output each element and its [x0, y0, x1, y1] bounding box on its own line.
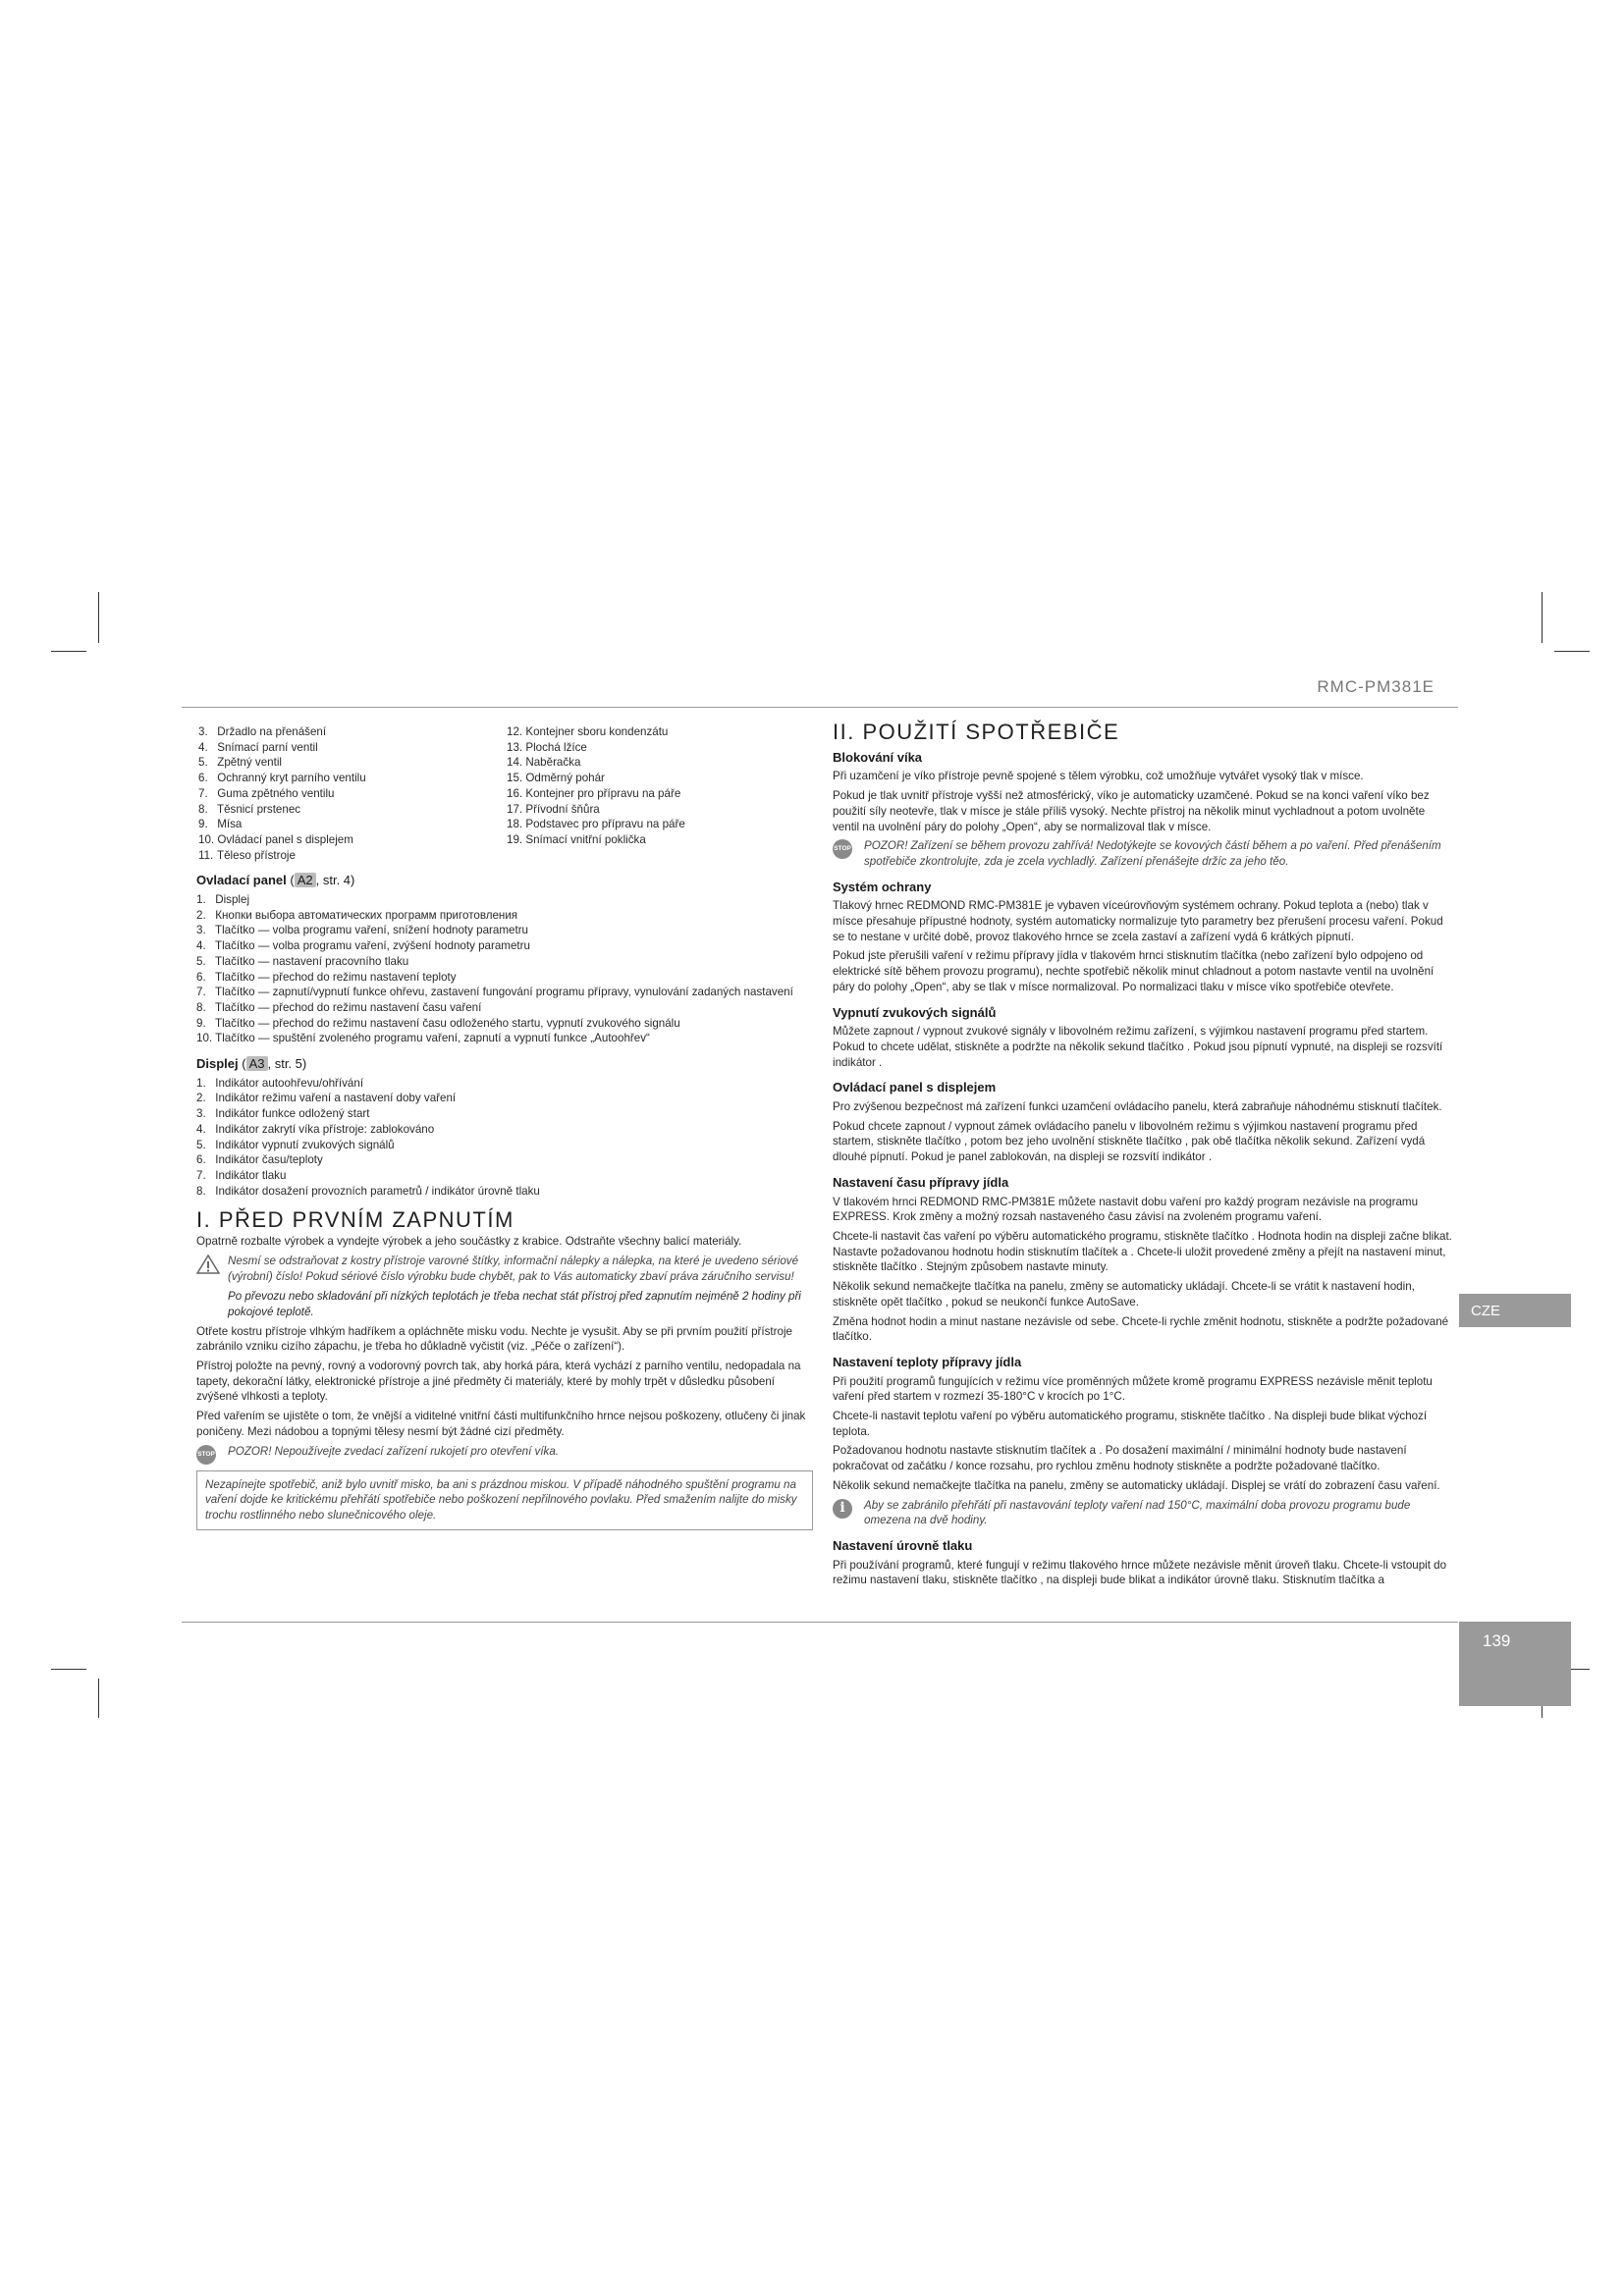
- left-column: [196, 724, 813, 1530]
- list-item: [196, 1152, 813, 1168]
- stop-text: POZOR! Nepoužívejte zvedací zařízení rukojetí pro otevření víka.: [228, 1444, 560, 1458]
- item-number: 4.: [196, 939, 206, 953]
- paragraph: Přístroj položte na pevný, rovný a vodorovný povrch tak, aby horká pára, která vychází z parního ventilu, nedopadala na tapety, dekorační látky, elektronické přístroje a jiné předměty či materiály, které by mohly trpět v důsledku působení zvýšené vlhkosti a teploty.: [196, 1360, 801, 1404]
- info-note: [833, 1498, 1453, 1528]
- item-number: 3.: [196, 924, 206, 937]
- list-item: [196, 1076, 813, 1092]
- list-item: [196, 1138, 813, 1153]
- item-text: Tlačítko — volba programu vaření, snížení hodnoty parametru: [215, 924, 529, 937]
- list-item: [196, 848, 505, 864]
- item-text: Tlačítko — volba programu vaření, zvýšení hodnoty parametru: [215, 939, 530, 953]
- paragraph: Můžete zapnout / vypnout zvukové signály v libovolném režimu zařízení, s výjimkou nastavení programu před startem. Pokud to chcete udělat, stiskněte a podržte na několik sekund tlačítko . Pokud jsou pípnutí vypnuté, na displeji se rozsvítí indikátor .: [833, 1025, 1443, 1069]
- list-item: [505, 802, 813, 818]
- subheading: Vypnutí zvukových signálů: [833, 1004, 997, 1020]
- item-text: Guma zpětného ventilu: [217, 786, 335, 800]
- paragraph: Několik sekund nemačkejte tlačítka na panelu, změny se automaticky ukládají. Chcete-li se vrátit k nastavení hodin, stiskněte opět tlačítko , pokud se neukončí funkce AutoSave.: [833, 1280, 1415, 1308]
- stop-icon-wrap: [196, 1445, 222, 1465]
- stop-note: [196, 1444, 813, 1465]
- item-text: Těleso přístroje: [217, 848, 296, 862]
- footer-rule: [182, 1622, 1458, 1623]
- stop-icon-wrap: [833, 839, 858, 859]
- info-text: Aby se zabránilo přehřátí při nastavování teploty vaření nad 150°C, maximální doba provozu programu bude omezena na dvě hodiny.: [864, 1498, 1411, 1527]
- ref-text: , str. 4): [315, 873, 355, 888]
- item-number: 7.: [198, 786, 208, 800]
- item-text: Držadlo na přenášení: [217, 725, 327, 738]
- list-item: [505, 786, 813, 802]
- item-number: 7.: [196, 986, 206, 999]
- item-text: Indikátor autoohřevu/ohřívání: [215, 1076, 364, 1090]
- right-column: [833, 720, 1453, 1592]
- item-text: Tlačítko — přechod do režimu nastavení teploty: [215, 970, 457, 984]
- crop-mark: [51, 1669, 86, 1670]
- item-number: 5.: [196, 954, 206, 968]
- list-item: [196, 938, 813, 954]
- item-text: Naběračka: [525, 756, 581, 770]
- paragraph: Při uzamčení je víko přístroje pevně spojené s tělem výrobku, což umožňuje vytvářet vysoký tlak v mísce.: [833, 770, 1364, 783]
- item-text: Indikátor dosažení provozních parametrů / indikátor úrovně tlaku: [215, 1184, 540, 1198]
- crop-mark: [98, 592, 99, 643]
- list-item: [196, 724, 505, 740]
- warning-note: [196, 1254, 813, 1284]
- item-number: 10.: [196, 1032, 213, 1045]
- warning-text: Nesmí se odstraňovat z kostry přístroje varovné štítky, informační nálepky a nálepka, na které je uvedeno sériové (výrobní) číslo! Pokud sériové číslo výrobku bude chybět, pak to Vás automaticky zbaví práva záručního servisu!: [228, 1254, 799, 1283]
- list-item: [196, 802, 505, 818]
- item-number: 12.: [507, 725, 523, 738]
- item-number: 1.: [196, 1076, 206, 1090]
- item-text: Snímací parní ventil: [217, 740, 318, 754]
- info-icon: i: [833, 1499, 852, 1519]
- list-item: [196, 1000, 813, 1016]
- section-title: I. PŘED PRVNÍM ZAPNUTÍM: [196, 1207, 514, 1233]
- crop-mark: [51, 651, 86, 652]
- paragraph: Chcete-li nastavit čas vaření po výběru automatického programu, stiskněte tlačítko . Hodnota hodin na displeji začne blikat. Nastavte požadovanou hodnotu hodin stisknutím tlačítek a . Chcete-li uložit provedené změny a přejít na nastavení minut, stiskněte tlačítko . Stejným způsobem nastavte minuty.: [833, 1229, 1452, 1274]
- subheading: Nastavení úrovně tlaku: [833, 1537, 973, 1553]
- warning-icon: [196, 1255, 222, 1274]
- display-list: [196, 1076, 813, 1200]
- list-item: [505, 755, 813, 771]
- subheading: Nastavení teploty přípravy jídla: [833, 1354, 1022, 1369]
- item-text: Ovládací panel s displejem: [217, 832, 353, 846]
- item-text: Indikátor funkce odložený start: [215, 1107, 370, 1121]
- item-text: Indikátor vypnutí zvukových signálů: [215, 1138, 395, 1151]
- info-icon-wrap: [833, 1499, 858, 1519]
- list-item: [196, 892, 813, 908]
- list-item: [196, 740, 505, 756]
- item-number: 6.: [196, 1153, 206, 1167]
- item-number: 3.: [198, 725, 208, 738]
- item-number: 14.: [507, 756, 523, 770]
- item-number: 2.: [196, 1092, 206, 1105]
- paragraph: Opatrně rozbalte výrobek a vyndejte výrobek a jeho součástky z krabice. Odstraňte všechny balicí materiály.: [196, 1235, 742, 1249]
- item-number: 17.: [507, 802, 523, 816]
- item-text: Indikátor času/teploty: [215, 1153, 323, 1167]
- paragraph: Pro zvýšenou bezpečnost má zařízení funkci uzamčení ovládacího panelu, která zabraňuje náhodnému stisknutí tlačítek.: [833, 1100, 1442, 1114]
- item-number: 18.: [507, 818, 523, 831]
- panel-heading: [196, 873, 813, 888]
- item-text: Odměrný pohár: [525, 772, 605, 785]
- list-item: [196, 755, 505, 771]
- list-item: [196, 1122, 813, 1138]
- caution-box: Nezapínejte spotřebič, aniž bylo uvnitř misko, ba ani s prázdnou miskou. V případě náhodného spuštění programu na vaření dojde ke kritickému přehřátí spotřebiče nebo poškození nepřilnového povlaku. Před smažením nalijte do misky trochu rostlinného nebo slunečnicového oleje.: [196, 1470, 813, 1530]
- display-heading: [196, 1056, 813, 1072]
- page-number: 139: [1459, 1622, 1571, 1706]
- parts-list-col1: [196, 724, 505, 863]
- item-number: 5.: [196, 1138, 206, 1151]
- list-item: [196, 985, 813, 1000]
- item-number: 7.: [196, 1168, 206, 1182]
- item-text: Kontejner pro přípravu na páře: [525, 786, 681, 800]
- list-item: [505, 724, 813, 740]
- item-number: 9.: [196, 1016, 206, 1030]
- paragraph: Změna hodnot hodin a minut nastane nezávisle od sebe. Chcete-li rychle změnit hodnotu, stiskněte a podržte požadované tlačítko.: [833, 1314, 1449, 1344]
- stop-text: POZOR! Zařízení se během provozu zahřívá! Nedotýkejte se kovových částí během a po vaření. Před přenášením spotřebiče zkontrolujte, zda je zcela vychladlý. Zařízení přenášejte držíc za jeho těo.: [864, 839, 1441, 868]
- list-item: [196, 1168, 813, 1184]
- note-text: Po převozu nebo skladování při nízkých teplotách je třeba nechat stát přístroj před zapnutím nejméně 2 hodiny při pokojové teplotě.: [228, 1290, 801, 1318]
- item-text: Displej: [215, 893, 250, 907]
- item-number: 6.: [196, 970, 206, 984]
- list-item: [196, 923, 813, 938]
- stop-icon: STOP: [833, 839, 852, 859]
- heading-ref: ( A2 , str. 4): [290, 873, 355, 888]
- list-item: [196, 908, 813, 924]
- figure-badge: A3: [246, 1056, 268, 1071]
- heading-ref: ( A3 , str. 5): [242, 1056, 307, 1072]
- subheading: Nastavení času přípravy jídla: [833, 1174, 1009, 1190]
- italic-note: [196, 1289, 813, 1319]
- list-item: [196, 786, 505, 802]
- section-title: II. POUŽITÍ SPOTŘEBIČE: [833, 720, 1120, 744]
- header-rule: [182, 707, 1458, 708]
- list-item: [196, 817, 505, 832]
- item-text: Mísa: [217, 818, 243, 831]
- item-number: 3.: [196, 1107, 206, 1121]
- item-text: Podstavec pro přípravu na páře: [525, 818, 685, 831]
- item-number: 10.: [198, 832, 215, 846]
- list-item: [196, 1091, 813, 1106]
- paragraph: Při používání programů, které fungují v režimu tlakového hrnce můžete nezávisle měnit úroveň tlaku. Chcete-li vstoupit do režimu nastavení tlaku, stiskněte tlačítko , na displeji bude blikat a indikátor úrovně tlaku. Stisknutím tlačítka a: [833, 1558, 1447, 1587]
- item-number: 8.: [196, 1184, 206, 1198]
- item-text: Těsnicí prstenec: [217, 802, 301, 816]
- item-text: Tlačítko — přechod do režimu nastavení času odloženého startu, vypnutí zvukového signálu: [215, 1016, 680, 1030]
- item-text: Tlačítko — spuštění zvoleného programu vaření, zapnutí a vypnutí funkce „Autoohřev“: [215, 1032, 650, 1045]
- item-number: 15.: [507, 772, 523, 785]
- parts-list-col2: [505, 724, 813, 863]
- crop-mark: [98, 1679, 99, 1718]
- item-text: Snímací vnitřní poklička: [525, 832, 646, 846]
- list-item: [196, 1016, 813, 1032]
- list-item: [196, 1106, 813, 1122]
- item-number: 8.: [198, 802, 208, 816]
- item-number: 2.: [196, 908, 206, 922]
- item-number: 4.: [196, 1122, 206, 1136]
- paragraph: V tlakovém hrnci REDMOND RMC-PM381E můžete nastavit dobu vaření pro každý program nezávisle na programu EXPRESS. Krok změny a možný rozsah nastaveného času závisí na zvoleném programu vaření.: [833, 1195, 1419, 1224]
- crop-mark: [1542, 592, 1543, 643]
- item-text: Кнопки выбора автоматических программ приготовления: [215, 908, 518, 922]
- item-number: 13.: [507, 740, 523, 754]
- list-item: [505, 817, 813, 832]
- item-text: Tlačítko — nastavení pracovního tlaku: [215, 954, 409, 968]
- paragraph: Před vařením se ujistěte o tom, že vnější a viditelné vnitřní části multifunkčního hrnce nejsou poškozeny, otlučeny či jinak poničeny. Mezi nádobou a topnými tělesy nesmí být žádné cizí předměty.: [196, 1410, 806, 1438]
- paragraph: Chcete-li nastavit teplotu vaření po výběru automatického programu, stiskněte tlačítko . Na displeji bude blikat výchozí teplota.: [833, 1410, 1428, 1438]
- item-text: Tlačítko — zapnutí/vypnutí funkce ohřevu, zastavení fungování programu přípravy, vynulování zadaných nastavení: [215, 986, 793, 999]
- item-number: 8.: [196, 1000, 206, 1014]
- list-item: [196, 1031, 813, 1046]
- paragraph: Požadovanou hodnotu nastavte stisknutím tlačítek a . Po dosažení maximální / minimální hodnoty bude nastavení pokračovat od začátku / konce rozsahu, pro rychlou změnu hodnoty stiskněte a podržte požadované tlačítko.: [833, 1444, 1407, 1473]
- figure-badge: A2: [295, 873, 316, 887]
- paragraph: Tlakový hrnec REDMOND RMC-PM381E je vybaven víceúrovňovým systémem ochrany. Pokud teplota a (nebo) tlak v mísce přesahuje přípustné hodnoty, systém automaticky normalizuje tyto parametry bez přerušení procesu vaření. Pokud se to nestane v určité době, provoz tlakového hrnce se zcela zastaví a zařízení vydá 6 krátkých pípnutí.: [833, 899, 1443, 943]
- language-tab: CZE: [1459, 1294, 1571, 1327]
- paragraph: Pokud chcete zapnout / vypnout zámek ovládacího panelu v libovolném režimu s výjimkou nastavení programu před startem, stiskněte tlačítko , potom bez jeho uvolnění stiskněte tlačítko , pak obě tlačítka několik sekund. Zařízení vydá dlouhé pípnutí. Pokud je panel zablokován, na displeji se rozsvítí indikátor .: [833, 1119, 1426, 1164]
- crop-mark: [1554, 651, 1590, 652]
- item-text: Ochranný kryt parního ventilu: [217, 772, 366, 785]
- list-item: [505, 740, 813, 756]
- paragraph: Pokud jste přerušili vaření v režimu přípravy jídla v tlakovém hrnci stisknutím tlačítka (nebo zařízení bylo odpojeno od elektrické sítě během provozu programu), nechte spotřebič několik minut chladnout a potom nastavte ventil na uvolnění páry do polohy „Open“, aby se tlak v mísce normalizoval. Po normalizaci tlaku v mísce víko spotřebiče otevřete.: [833, 949, 1435, 993]
- item-text: Tlačítko — přechod do režimu nastavení času vaření: [215, 1000, 482, 1014]
- subheading: Ovládací panel s displejem: [833, 1080, 997, 1095]
- stop-icon: STOP: [196, 1445, 216, 1465]
- item-number: 5.: [198, 756, 208, 770]
- item-number: 11.: [198, 848, 214, 862]
- paragraph: Několik sekund nemačkejte tlačítka na panelu, změny se automaticky ukládají. Displej se vrátí do zobrazení času vaření.: [833, 1478, 1440, 1492]
- list-item: [196, 832, 505, 848]
- item-text: Přívodní šňůra: [525, 802, 600, 816]
- paragraph: Při použití programů fungujících v režimu více proměnných můžete kromě programu EXPRESS nezávisle měnit teplotu vaření před startem v rozmezí 35-180°C v krocích po 1°C.: [833, 1374, 1433, 1404]
- item-number: 16.: [507, 786, 523, 800]
- item-number: 9.: [198, 818, 208, 831]
- list-item: [505, 832, 813, 848]
- subheading: Systém ochrany: [833, 879, 932, 894]
- list-item: [196, 1184, 813, 1200]
- item-number: 19.: [507, 832, 523, 846]
- parts-list: [196, 724, 813, 863]
- subheading: Blokování víka: [833, 749, 923, 765]
- item-number: 1.: [196, 893, 206, 907]
- list-item: [196, 771, 505, 786]
- item-text: Kontejner sboru kondenzátu: [525, 725, 669, 738]
- item-number: 6.: [198, 772, 208, 785]
- item-text: Zpětný ventil: [217, 756, 282, 770]
- list-item: [505, 771, 813, 786]
- list-item: [196, 970, 813, 986]
- ref-text: , str. 5): [267, 1056, 307, 1072]
- item-number: 4.: [198, 740, 208, 754]
- paragraph: Otřete kostru přístroje vlhkým hadříkem a opláchněte misku vodu. Nechte je vysušit. Aby se při prvním použití přístroje zabránilo vzniku cizího zápachu, je třeba ho důkladně vyčistit (viz. „Péče o zařízení“).: [196, 1324, 792, 1354]
- model-header: RMC-PM381E: [1317, 677, 1435, 696]
- item-text: Indikátor režimu vaření a nastavení doby vaření: [215, 1092, 457, 1105]
- heading-text: Displej: [196, 1056, 239, 1072]
- item-text: Plochá lžíce: [525, 740, 587, 754]
- item-text: Indikátor zakrytí víka přístroje: zablokováno: [215, 1122, 435, 1136]
- stop-note: [833, 838, 1453, 869]
- heading-text: Ovladací panel: [196, 873, 287, 888]
- panel-list: [196, 892, 813, 1046]
- paragraph: Pokud je tlak uvnitř přístroje vyšší než atmosférický, víko je automaticky uzamčené. Pokud se na konci vaření víko bez použití síly neotevře, tlak v mísce je stále příliš vysoký. Nechte přístroj na několik minut vychladnout a potom uvolněte ventil na uvolnění páry do polohy „Open“, aby se normalizoval tlak v mísce.: [833, 789, 1430, 833]
- item-text: Indikátor tlaku: [215, 1168, 287, 1182]
- list-item: [196, 954, 813, 970]
